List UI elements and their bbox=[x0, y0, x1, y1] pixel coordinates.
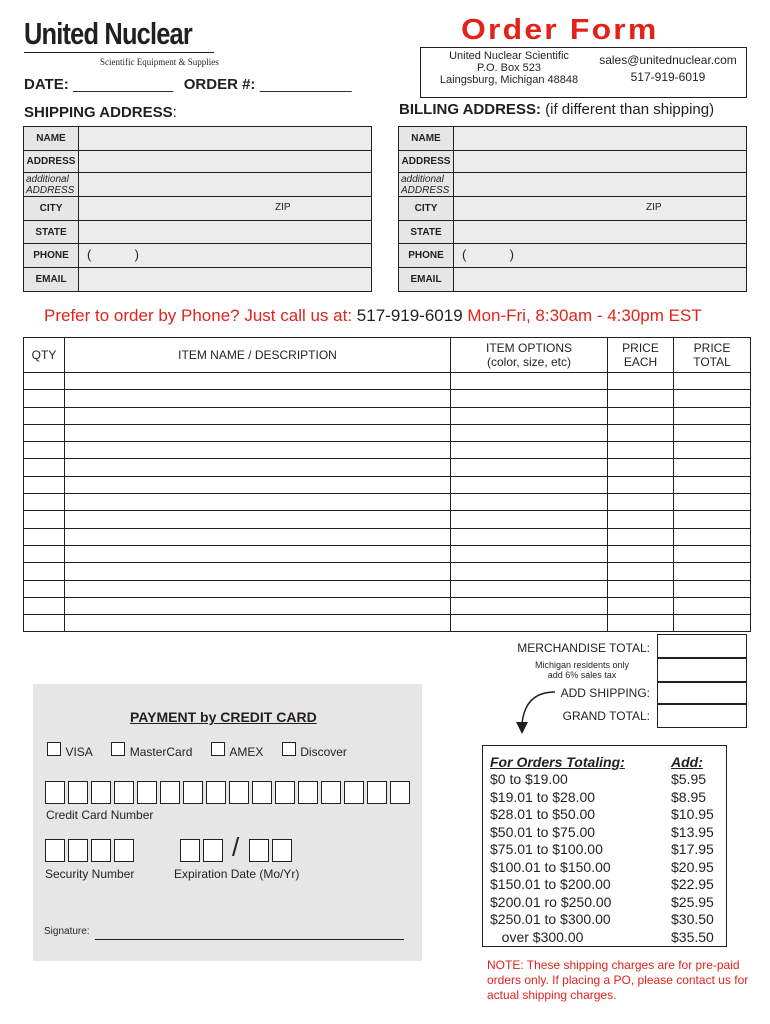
rate-row bbox=[490, 894, 722, 912]
qty-cell[interactable] bbox=[24, 511, 65, 528]
price-each-cell[interactable] bbox=[608, 545, 674, 562]
date-label: DATE: bbox=[24, 76, 69, 93]
security-digit-box[interactable] bbox=[91, 839, 111, 862]
expiration-year-digit-box[interactable] bbox=[272, 839, 292, 862]
table-row bbox=[24, 545, 751, 562]
expiration-month-field[interactable] bbox=[180, 839, 230, 863]
billing-title-text: BILLING ADDRESS: bbox=[399, 101, 541, 118]
card-number-digit-box[interactable] bbox=[367, 781, 387, 804]
expiration-year-digit-box[interactable] bbox=[249, 839, 269, 862]
table-row bbox=[24, 442, 751, 459]
phone-order-hours: Mon-Fri, 8:30am - 4:30pm EST bbox=[467, 306, 702, 325]
card-number-digit-box[interactable] bbox=[137, 781, 157, 804]
qty-cell[interactable] bbox=[24, 615, 65, 632]
rates-range-header: For Orders Totaling: bbox=[490, 754, 625, 770]
card-number-digit-box[interactable] bbox=[298, 781, 318, 804]
price-total-cell[interactable] bbox=[674, 494, 751, 511]
curved-arrow-icon bbox=[505, 686, 565, 746]
item-options-cell[interactable] bbox=[451, 373, 608, 390]
tax-note-line: add 6% sales tax bbox=[547, 670, 617, 680]
rate-add: $35.50 bbox=[671, 928, 714, 945]
item-name-cell[interactable] bbox=[65, 459, 451, 476]
rate-row bbox=[490, 859, 722, 877]
item-name-header: ITEM NAME / DESCRIPTION bbox=[65, 338, 451, 373]
qty-cell[interactable] bbox=[24, 476, 65, 493]
shipping-address-title bbox=[24, 104, 177, 121]
billing-city-label: CITY bbox=[399, 197, 454, 221]
price-each-line: EACH bbox=[623, 355, 658, 369]
amex-checkbox[interactable] bbox=[211, 742, 225, 756]
price-each-header bbox=[608, 338, 674, 373]
card-number-field[interactable] bbox=[45, 781, 415, 805]
shipping-phone-parens: ( ) bbox=[87, 247, 139, 262]
grand-total-field[interactable] bbox=[657, 704, 747, 728]
security-digit-box[interactable] bbox=[45, 839, 65, 862]
visa-checkbox[interactable] bbox=[47, 742, 61, 756]
rate-range: $150.01 to $200.00 bbox=[490, 876, 611, 892]
price-each-cell[interactable] bbox=[608, 597, 674, 614]
price-total-cell[interactable] bbox=[674, 511, 751, 528]
rate-add: $5.95 bbox=[671, 771, 707, 787]
expiration-month-digit-box[interactable] bbox=[203, 839, 223, 862]
rate-range: $200.01 ro $250.00 bbox=[490, 893, 612, 910]
rate-row bbox=[490, 876, 722, 894]
shipping-name-field[interactable] bbox=[79, 127, 372, 151]
rate-row bbox=[490, 929, 722, 947]
card-number-digit-box[interactable] bbox=[252, 781, 272, 804]
rate-row bbox=[490, 824, 722, 842]
shipping-state-label: STATE bbox=[24, 221, 79, 244]
form-title: Order Form bbox=[461, 14, 659, 46]
rate-row bbox=[490, 771, 722, 789]
billing-additional-label: additional ADDRESS bbox=[399, 173, 454, 197]
shipping-additional-label: additional ADDRESS bbox=[24, 173, 79, 197]
payment-panel bbox=[33, 684, 422, 961]
shipping-address-label: ADDRESS bbox=[24, 151, 79, 173]
rate-row bbox=[490, 789, 722, 807]
shipping-additional-field[interactable] bbox=[79, 173, 372, 197]
item-options-header bbox=[451, 338, 608, 373]
security-digit-box[interactable] bbox=[68, 839, 88, 862]
rate-range: $100.01 to $150.00 bbox=[490, 858, 611, 875]
payment-title: PAYMENT by CREDIT CARD bbox=[130, 709, 317, 725]
item-name-cell[interactable] bbox=[65, 476, 451, 493]
table-row bbox=[24, 373, 751, 390]
table-row bbox=[24, 390, 751, 407]
price-each-cell[interactable] bbox=[608, 563, 674, 580]
item-name-cell[interactable] bbox=[65, 511, 451, 528]
price-total-cell[interactable] bbox=[674, 528, 751, 545]
qty-cell[interactable] bbox=[24, 390, 65, 407]
table-row bbox=[24, 494, 751, 511]
billing-email-field[interactable] bbox=[454, 268, 747, 292]
mastercard-label: MasterCard bbox=[129, 745, 193, 759]
logo-rule bbox=[24, 52, 214, 53]
tax-field[interactable] bbox=[657, 658, 747, 682]
table-row bbox=[24, 407, 751, 424]
order-number-field[interactable]: ___________ bbox=[259, 76, 352, 93]
options-header-line: (color, size, etc) bbox=[486, 355, 572, 369]
card-number-digit-box[interactable] bbox=[321, 781, 341, 804]
item-name-cell[interactable] bbox=[65, 390, 451, 407]
company-phone: 517-919-6019 bbox=[630, 70, 706, 84]
billing-phone-field[interactable] bbox=[454, 244, 747, 268]
billing-address-title bbox=[399, 101, 714, 118]
billing-address-label: ADDRESS bbox=[399, 151, 454, 173]
item-options-cell[interactable] bbox=[451, 615, 608, 632]
billing-state-label: STATE bbox=[399, 221, 454, 244]
rate-add: $30.50 bbox=[671, 911, 714, 927]
security-number-field[interactable] bbox=[45, 839, 145, 863]
card-number-digit-box[interactable] bbox=[344, 781, 364, 804]
item-options-cell[interactable] bbox=[451, 424, 608, 441]
security-number-label: Security Number bbox=[45, 867, 135, 881]
price-total-cell[interactable] bbox=[674, 615, 751, 632]
item-name-cell[interactable] bbox=[65, 563, 451, 580]
visa-label: VISA bbox=[65, 745, 93, 759]
signature-label: Signature: bbox=[44, 926, 90, 937]
brand-logo: United Nuclear bbox=[24, 16, 192, 51]
shipping-city-zip-field[interactable] bbox=[79, 197, 372, 221]
table-row bbox=[24, 459, 751, 476]
billing-name-label: NAME bbox=[399, 127, 454, 151]
price-each-cell[interactable] bbox=[608, 494, 674, 511]
billing-city-zip-field[interactable] bbox=[454, 197, 747, 221]
item-name-cell[interactable] bbox=[65, 494, 451, 511]
shipping-city-label: CITY bbox=[24, 197, 79, 221]
qty-cell[interactable] bbox=[24, 563, 65, 580]
price-each-cell[interactable] bbox=[608, 528, 674, 545]
rate-add: $8.95 bbox=[671, 788, 707, 805]
rate-range: $50.01 to $75.00 bbox=[490, 823, 596, 840]
price-total-cell[interactable] bbox=[674, 545, 751, 562]
card-type-options bbox=[47, 742, 347, 761]
price-each-cell[interactable] bbox=[608, 511, 674, 528]
billing-email-label: EMAIL bbox=[399, 268, 454, 292]
price-total-cell[interactable] bbox=[674, 563, 751, 580]
order-number-label: ORDER #: bbox=[183, 76, 256, 93]
item-options-cell[interactable] bbox=[451, 528, 608, 545]
price-total-cell[interactable] bbox=[674, 597, 751, 614]
rate-rows bbox=[490, 771, 722, 946]
table-row bbox=[24, 476, 751, 493]
expiration-year-field[interactable] bbox=[249, 839, 299, 863]
shipping-email-label: EMAIL bbox=[24, 268, 79, 292]
table-row bbox=[24, 511, 751, 528]
price-total-cell[interactable] bbox=[674, 442, 751, 459]
item-name-cell[interactable] bbox=[65, 580, 451, 597]
rate-row bbox=[490, 841, 722, 859]
price-total-cell[interactable] bbox=[674, 580, 751, 597]
qty-cell[interactable] bbox=[24, 459, 65, 476]
item-options-cell[interactable] bbox=[451, 442, 608, 459]
price-total-cell[interactable] bbox=[674, 459, 751, 476]
card-number-digit-box[interactable] bbox=[91, 781, 111, 804]
qty-cell[interactable] bbox=[24, 580, 65, 597]
company-email: sales@unitednuclear.com bbox=[599, 53, 737, 67]
item-options-cell[interactable] bbox=[451, 597, 608, 614]
price-total-line: TOTAL bbox=[693, 355, 731, 369]
rate-range: $250.01 to $300.00 bbox=[490, 911, 611, 927]
rate-add: $25.95 bbox=[671, 893, 714, 910]
add-shipping-label: ADD SHIPPING: bbox=[560, 686, 650, 700]
merchandise-total-field[interactable] bbox=[657, 634, 747, 658]
table-row bbox=[24, 563, 751, 580]
table-row bbox=[24, 580, 751, 597]
rate-range: $19.01 to $28.00 bbox=[490, 788, 596, 805]
item-options-cell[interactable] bbox=[451, 563, 608, 580]
item-options-cell[interactable] bbox=[451, 407, 608, 424]
card-number-digit-box[interactable] bbox=[206, 781, 226, 804]
rate-range: over $300.00 bbox=[490, 928, 584, 945]
billing-title-note: (if different than shipping) bbox=[545, 101, 715, 118]
billing-zip-label: ZIP bbox=[646, 202, 662, 213]
price-each-cell[interactable] bbox=[608, 390, 674, 407]
billing-name-field[interactable] bbox=[454, 127, 747, 151]
item-options-cell[interactable] bbox=[451, 476, 608, 493]
date-field[interactable]: ____________ bbox=[73, 76, 174, 93]
shipping-address-table bbox=[23, 126, 372, 292]
qty-cell[interactable] bbox=[24, 545, 65, 562]
price-each-cell[interactable] bbox=[608, 459, 674, 476]
merchandise-total-label: MERCHANDISE TOTAL: bbox=[517, 641, 650, 655]
item-name-cell[interactable] bbox=[65, 597, 451, 614]
qty-cell[interactable] bbox=[24, 494, 65, 511]
item-name-cell[interactable] bbox=[65, 528, 451, 545]
billing-phone-parens: ( ) bbox=[462, 247, 514, 262]
discover-label: Discover bbox=[300, 745, 347, 759]
expiration-label: Expiration Date (Mo/Yr) bbox=[174, 867, 300, 881]
shipping-email-field[interactable] bbox=[79, 268, 372, 292]
shipping-address-field[interactable] bbox=[79, 151, 372, 173]
qty-cell[interactable] bbox=[24, 442, 65, 459]
card-number-digit-box[interactable] bbox=[114, 781, 134, 804]
card-number-digit-box[interactable] bbox=[68, 781, 88, 804]
expiration-slash: / bbox=[232, 832, 240, 862]
rate-row bbox=[490, 911, 722, 929]
item-options-cell[interactable] bbox=[451, 494, 608, 511]
shipping-phone-field[interactable] bbox=[79, 244, 372, 268]
price-total-cell[interactable] bbox=[674, 390, 751, 407]
price-total-cell[interactable] bbox=[674, 476, 751, 493]
table-row bbox=[24, 615, 751, 632]
grand-total-label: GRAND TOTAL: bbox=[562, 709, 650, 723]
qty-cell[interactable] bbox=[24, 407, 65, 424]
shipping-title-colon: : bbox=[172, 104, 177, 121]
rate-add: $20.95 bbox=[671, 858, 714, 875]
rates-add-header: Add: bbox=[671, 754, 703, 770]
rate-range: $28.01 to $50.00 bbox=[490, 806, 596, 822]
date-order-line bbox=[24, 76, 352, 94]
item-options-cell[interactable] bbox=[451, 459, 608, 476]
table-row bbox=[24, 424, 751, 441]
rate-range: $75.01 to $100.00 bbox=[490, 841, 603, 857]
card-number-digit-box[interactable] bbox=[45, 781, 65, 804]
tax-note-line: Michigan residents only bbox=[534, 660, 630, 670]
price-total-cell[interactable] bbox=[674, 373, 751, 390]
billing-additional-field[interactable] bbox=[454, 173, 747, 197]
table-row bbox=[24, 597, 751, 614]
phone-order-line bbox=[44, 306, 702, 326]
item-name-cell[interactable] bbox=[65, 373, 451, 390]
item-rows bbox=[24, 373, 751, 632]
rate-row bbox=[490, 806, 722, 824]
rate-add: $22.95 bbox=[671, 876, 714, 892]
shipping-phone-label: PHONE bbox=[24, 244, 79, 268]
card-number-digit-box[interactable] bbox=[160, 781, 180, 804]
rate-range: $0 to $19.00 bbox=[490, 771, 568, 787]
expiration-month-digit-box[interactable] bbox=[180, 839, 200, 862]
qty-cell[interactable] bbox=[24, 373, 65, 390]
qty-cell[interactable] bbox=[24, 424, 65, 441]
item-name-cell[interactable] bbox=[65, 407, 451, 424]
items-table bbox=[23, 337, 751, 632]
shipping-title-text: SHIPPING ADDRESS bbox=[24, 104, 173, 121]
address-line: P.O. Box 523 bbox=[476, 62, 541, 74]
qty-cell[interactable] bbox=[24, 528, 65, 545]
price-each-cell[interactable] bbox=[608, 580, 674, 597]
phone-order-text: Prefer to order by Phone? Just call us at: bbox=[44, 306, 353, 325]
price-each-cell[interactable] bbox=[608, 424, 674, 441]
company-address bbox=[425, 50, 593, 86]
price-each-cell[interactable] bbox=[608, 615, 674, 632]
table-row bbox=[24, 528, 751, 545]
rate-add: $17.95 bbox=[671, 841, 714, 857]
address-line: United Nuclear Scientific bbox=[449, 50, 569, 62]
item-name-cell[interactable] bbox=[65, 615, 451, 632]
item-name-cell[interactable] bbox=[65, 424, 451, 441]
shipping-rates-box bbox=[482, 745, 727, 947]
rate-add: $10.95 bbox=[671, 806, 714, 822]
billing-address-table bbox=[398, 126, 747, 292]
shipping-state-field[interactable] bbox=[79, 221, 372, 244]
card-number-digit-box[interactable] bbox=[390, 781, 410, 804]
item-options-cell[interactable] bbox=[451, 390, 608, 407]
security-digit-box[interactable] bbox=[114, 839, 134, 862]
price-total-header bbox=[674, 338, 751, 373]
phone-order-number: 517-919-6019 bbox=[356, 306, 463, 325]
shipping-zip-label: ZIP bbox=[275, 202, 291, 213]
address-line: Laingsburg, Michigan 48848 bbox=[439, 74, 579, 86]
discover-checkbox[interactable] bbox=[282, 742, 296, 756]
item-name-cell[interactable] bbox=[65, 545, 451, 562]
qty-cell[interactable] bbox=[24, 597, 65, 614]
card-number-digit-box[interactable] bbox=[229, 781, 249, 804]
item-options-cell[interactable] bbox=[451, 511, 608, 528]
tax-note bbox=[520, 660, 644, 680]
price-each-cell[interactable] bbox=[608, 373, 674, 390]
signature-line[interactable] bbox=[95, 939, 404, 940]
options-header-line: ITEM OPTIONS bbox=[485, 341, 572, 355]
item-options-cell[interactable] bbox=[451, 580, 608, 597]
amex-label: AMEX bbox=[229, 745, 264, 759]
price-each-cell[interactable] bbox=[608, 476, 674, 493]
rate-add: $13.95 bbox=[671, 823, 714, 840]
item-options-cell[interactable] bbox=[451, 545, 608, 562]
billing-phone-label: PHONE bbox=[399, 244, 454, 268]
card-number-label: Credit Card Number bbox=[46, 808, 154, 822]
brand-tagline: Scientific Equipment & Supplies bbox=[100, 57, 219, 67]
company-contact-box bbox=[420, 47, 747, 98]
mastercard-checkbox[interactable] bbox=[111, 742, 125, 756]
card-number-digit-box[interactable] bbox=[183, 781, 203, 804]
price-total-cell[interactable] bbox=[674, 407, 751, 424]
company-contact bbox=[591, 53, 745, 84]
price-total-cell[interactable] bbox=[674, 424, 751, 441]
billing-state-field[interactable] bbox=[454, 221, 747, 244]
item-name-cell[interactable] bbox=[65, 442, 451, 459]
billing-address-field[interactable] bbox=[454, 151, 747, 173]
card-number-digit-box[interactable] bbox=[275, 781, 295, 804]
shipping-name-label: NAME bbox=[24, 127, 79, 151]
price-each-cell[interactable] bbox=[608, 407, 674, 424]
price-total-line: PRICE bbox=[693, 341, 731, 355]
price-each-line: PRICE bbox=[622, 341, 659, 355]
shipping-note: NOTE: These shipping charges are for pre-paid orders only. If placing a PO, please contact us for actual shipping charges. bbox=[487, 958, 749, 1002]
shipping-total-field[interactable] bbox=[657, 682, 747, 704]
qty-header: QTY bbox=[24, 338, 65, 373]
price-each-cell[interactable] bbox=[608, 442, 674, 459]
